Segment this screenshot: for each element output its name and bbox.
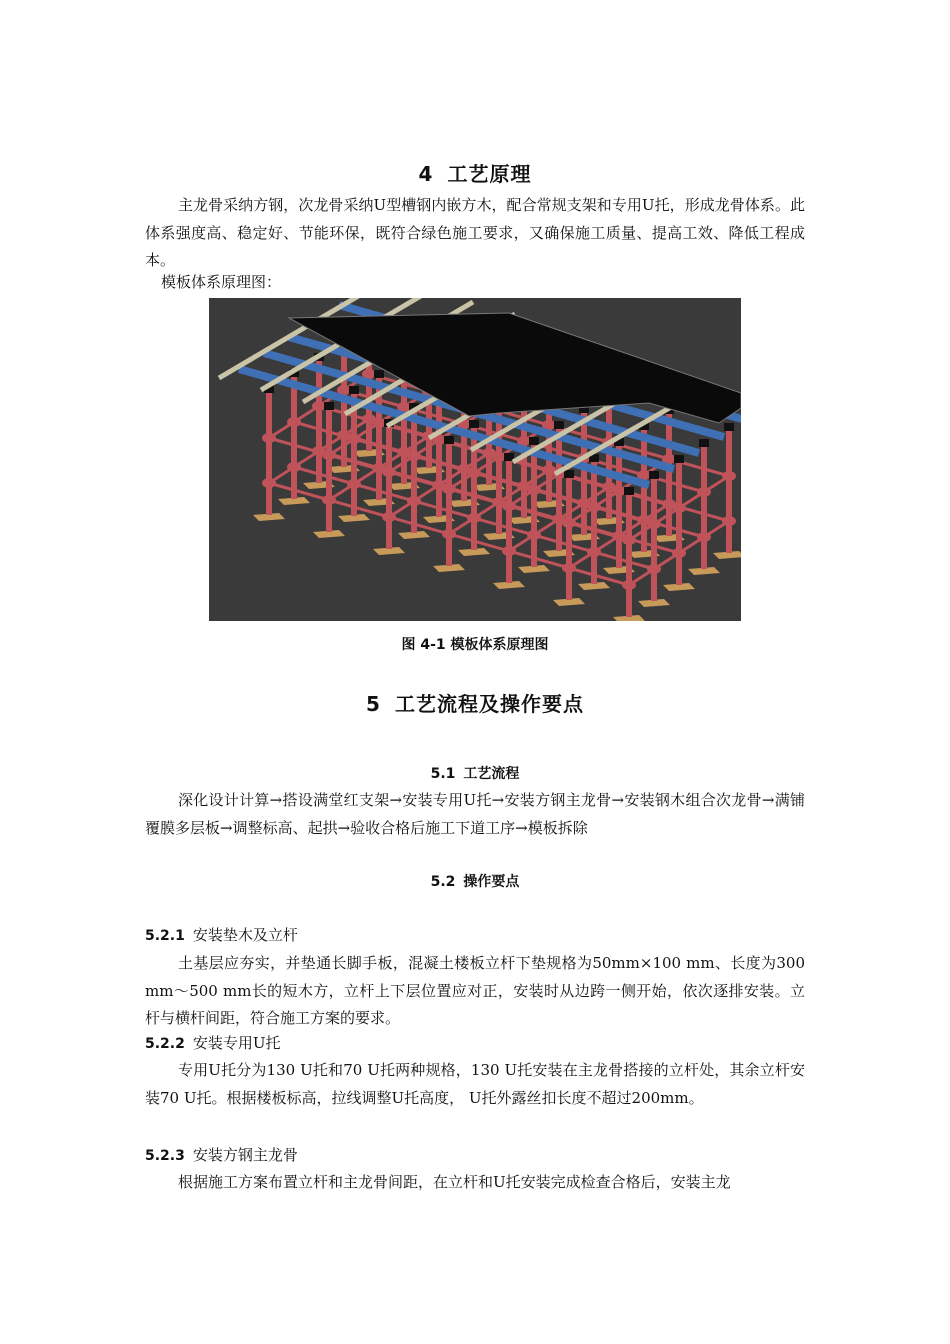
u-support (529, 437, 539, 445)
u-support (649, 471, 659, 479)
pole-coupler (347, 479, 361, 489)
section-title: 工艺原理 (447, 162, 532, 186)
u-support (374, 370, 384, 378)
u-support (444, 436, 454, 444)
pole-coupler (287, 462, 301, 472)
pole-coupler (697, 532, 711, 542)
figure-intro: 模板体系原理图： (161, 273, 282, 291)
u-support (699, 439, 709, 447)
item-number: 5.2.3 (145, 1148, 185, 1164)
u-support (324, 402, 334, 410)
subsection-title: 工艺流程 (463, 766, 520, 782)
u-support (469, 420, 479, 428)
item-5-2-1-paragraph: 土基层应夯实，并垫通长脚手板，混凝土楼板立杆下垫规格为50mm×100 mm、长度为300 mm～500 mm长的短木方，立杆上下层位置应对正，安装时从边跨一侧开始，依次逐排安装。立杆与横杆间距，符合施工方案的要求。 (145, 954, 805, 1027)
pole-coupler (587, 502, 601, 512)
section-4-paragraph: 主龙骨采纳方钢，次龙骨采纳U型槽钢内嵌方木，配合常规支架和专用U托，形成龙骨体系。此体系强度高、稳定好、节能环保，既符合绿色施工要求，又确保施工质量、提高工效、降低工程成本。 (145, 196, 805, 269)
pole-coupler (467, 513, 481, 523)
pole-coupler (697, 487, 711, 497)
pole-coupler (442, 529, 456, 539)
item-title: 安装方钢主龙骨 (192, 1146, 298, 1164)
u-support (564, 470, 574, 478)
pole-coupler (562, 518, 576, 528)
pole-coupler (262, 478, 276, 488)
pole-coupler (612, 486, 626, 496)
pole-coupler (647, 564, 661, 574)
subsection-5-2-heading (145, 871, 805, 891)
pole-coupler (347, 434, 361, 444)
item-5-2-2-heading (145, 1030, 281, 1058)
pole-coupler (647, 519, 661, 529)
u-support (624, 487, 634, 495)
section-4-heading (145, 158, 805, 187)
section-number: 4 (418, 162, 434, 186)
pole-coupler (527, 485, 541, 495)
subsection-number: 5.2 (430, 874, 456, 890)
pole-coupler (287, 417, 301, 427)
item-5-2-1-heading (145, 922, 298, 950)
u-support (674, 455, 684, 463)
subsection-5-1-heading (145, 763, 805, 783)
pole-coupler (467, 468, 481, 478)
u-support (724, 423, 734, 431)
item-5-2-3-paragraph: 根据施工方案布置立杆和主龙骨间距，在立杆和U托安装完成检查合格后，安装主龙 (178, 1173, 731, 1191)
pole-coupler (672, 548, 686, 558)
document-page (145, 0, 805, 1344)
formwork-system-figure (209, 298, 741, 621)
pole-coupler (722, 471, 736, 481)
pole-coupler (502, 546, 516, 556)
item-title: 安装垫木及立杆 (192, 926, 298, 944)
pole-coupler (322, 495, 336, 505)
pole-coupler (562, 563, 576, 573)
item-number: 5.2.1 (145, 928, 185, 944)
section-title: 工艺流程及操作要点 (394, 692, 584, 716)
pole-coupler (382, 467, 396, 477)
item-5-2-3-heading (145, 1142, 298, 1170)
pole-coupler (722, 516, 736, 526)
pole-coupler (527, 530, 541, 540)
pole-coupler (312, 401, 326, 411)
section-5-heading (145, 688, 805, 717)
item-title: 安装专用U托 (192, 1034, 281, 1052)
item-5-2-2-paragraph: 专用U托分为130 U托和70 U托两种规格，130 U托安装在主龙骨搭接的立杆处，其余立杆安装70 U托。根据楼板标高，拉线调整U托高度， U托外露丝扣长度不超过200mm。 (145, 1061, 805, 1107)
pole-coupler (372, 418, 386, 428)
subsection-title: 操作要点 (463, 874, 520, 890)
pole-coupler (442, 484, 456, 494)
process-flow-paragraph: 深化设计计算→搭设满堂红支架→安装专用U托→安装方钢主龙骨→安装钢木组合次龙骨→满铺覆膜多层板→调整标高、起拱→验收合格后施工下道工序→模板拆除 (145, 791, 805, 837)
subsection-number: 5.1 (430, 766, 456, 782)
u-support (554, 421, 564, 429)
pole-coupler (492, 452, 506, 462)
pole-coupler (382, 512, 396, 522)
section-number: 5 (366, 692, 381, 716)
u-support (349, 386, 359, 394)
pole-coupler (262, 433, 276, 443)
pole-coupler (622, 580, 636, 590)
pole-coupler (502, 501, 516, 511)
pole-coupler (587, 547, 601, 557)
pole-coupler (407, 496, 421, 506)
pole-coupler (672, 503, 686, 513)
formwork-3d-illustration (209, 298, 741, 621)
pole-coupler (622, 535, 636, 545)
figure-caption: 图 4-1 模板体系原理图 (401, 637, 549, 653)
item-number: 5.2.2 (145, 1036, 185, 1052)
pole-coupler (407, 451, 421, 461)
pole-coupler (322, 450, 336, 460)
